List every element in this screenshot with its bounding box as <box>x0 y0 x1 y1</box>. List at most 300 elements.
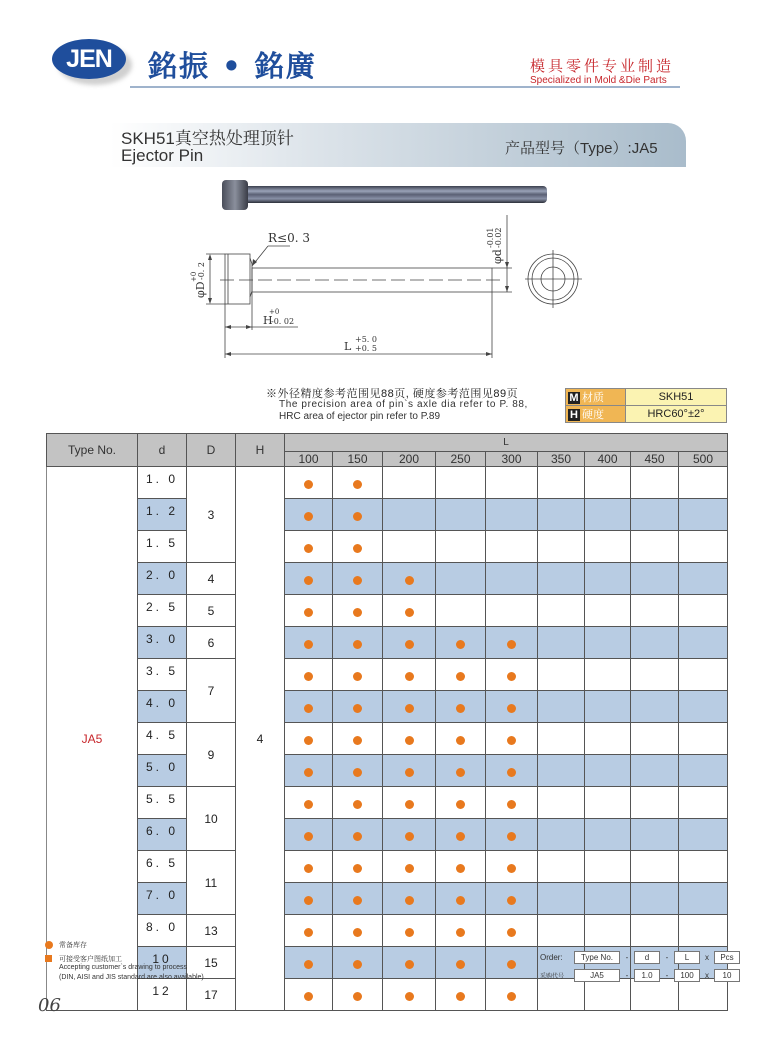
availability-cell <box>285 819 333 851</box>
table-row <box>47 499 728 531</box>
in-stock-dot-icon <box>304 512 313 521</box>
availability-cell <box>538 531 585 563</box>
in-stock-dot-icon <box>304 992 313 1001</box>
in-stock-dot-icon <box>304 768 313 777</box>
in-stock-dot-icon <box>405 608 414 617</box>
availability-cell <box>538 691 585 723</box>
in-stock-dot-icon <box>304 864 313 873</box>
in-stock-dot-icon <box>507 832 516 841</box>
availability-cell <box>631 755 679 787</box>
availability-cell <box>436 595 486 627</box>
in-stock-dot-icon <box>304 832 313 841</box>
in-stock-dot-icon <box>353 768 362 777</box>
order-example-L: 100 <box>674 969 700 982</box>
availability-cell <box>631 467 679 499</box>
availability-cell <box>436 627 486 659</box>
table-row <box>47 595 728 627</box>
table-row <box>47 851 728 883</box>
D-label: φD <box>194 281 207 298</box>
in-stock-dot-icon <box>405 672 414 681</box>
availability-cell <box>585 595 631 627</box>
availability-cell <box>538 563 585 595</box>
in-stock-dot-icon <box>456 640 465 649</box>
H-tol-lower: -0. 02 <box>271 317 295 326</box>
page-number: 06 <box>38 995 61 1016</box>
in-stock-dot-icon <box>507 992 516 1001</box>
table-row <box>47 467 728 499</box>
precision-note-en-1: The precision area of pin`s axle dia refer to P. 88, <box>279 399 528 410</box>
in-stock-dot-icon <box>507 864 516 873</box>
in-stock-dot-icon <box>304 608 313 617</box>
in-stock-dot-icon <box>304 576 313 585</box>
availability-cell <box>333 531 383 563</box>
availability-cell <box>679 787 728 819</box>
in-stock-dot-icon <box>405 896 414 905</box>
material-value: SKH51 <box>626 389 727 406</box>
order-sep: - <box>625 971 629 980</box>
d-cell: 5. 5 <box>138 787 187 819</box>
d-cell: 12 <box>138 979 187 1011</box>
header-length: 100 <box>285 452 333 467</box>
H-tol-upper: +0 <box>269 308 280 316</box>
availability-cell <box>436 915 486 947</box>
availability-cell <box>285 627 333 659</box>
order-field-pcs: Pcs <box>714 951 740 964</box>
availability-cell <box>679 531 728 563</box>
in-stock-dot-icon <box>353 640 362 649</box>
availability-cell <box>585 883 631 915</box>
D-cell: 5 <box>187 595 236 627</box>
in-stock-dot-icon <box>507 928 516 937</box>
availability-cell <box>436 883 486 915</box>
precision-note-cn: ※外径精度参考范围见88页, 硬度参考范围见89页 <box>266 388 519 400</box>
d-cell: 1. 2 <box>138 499 187 531</box>
availability-cell <box>285 723 333 755</box>
in-stock-dot-icon <box>304 736 313 745</box>
availability-cell <box>285 595 333 627</box>
availability-cell <box>436 851 486 883</box>
d-cell: 1. 5 <box>138 531 187 563</box>
availability-cell <box>285 979 333 1011</box>
hardness-key: 硬度 <box>582 409 604 421</box>
header-length: 200 <box>383 452 436 467</box>
order-example-label: 采购代号 <box>540 974 565 980</box>
availability-cell <box>679 467 728 499</box>
availability-cell <box>285 563 333 595</box>
availability-cell <box>333 723 383 755</box>
in-stock-dot-icon <box>304 800 313 809</box>
in-stock-dot-icon <box>405 704 414 713</box>
availability-cell <box>538 851 585 883</box>
hardness-value: HRC60°±2° <box>626 406 727 423</box>
availability-cell <box>285 499 333 531</box>
availability-cell <box>585 723 631 755</box>
availability-cell <box>631 499 679 531</box>
availability-cell <box>585 563 631 595</box>
table-row <box>47 979 728 1011</box>
material-table <box>565 388 727 423</box>
availability-cell <box>538 979 585 1011</box>
availability-cell <box>333 563 383 595</box>
d-tol-lower: -0.02 <box>494 227 503 248</box>
table-row <box>47 531 728 563</box>
in-stock-dot-icon <box>353 544 362 553</box>
table-row <box>47 915 728 947</box>
availability-cell <box>631 883 679 915</box>
availability-cell <box>486 915 538 947</box>
in-stock-dot-icon <box>456 928 465 937</box>
in-stock-dot-icon <box>405 992 414 1001</box>
in-stock-dot-icon <box>353 512 362 521</box>
table-row <box>47 787 728 819</box>
in-stock-dot-icon <box>353 736 362 745</box>
d-cell: 4. 5 <box>138 723 187 755</box>
in-stock-dot-icon <box>353 896 362 905</box>
in-stock-dot-icon <box>304 480 313 489</box>
L-tol-upper: +5. 0 <box>355 335 377 344</box>
D-tol-lower: -0. 2 <box>197 262 206 280</box>
header-length: 400 <box>585 452 631 467</box>
table-row <box>47 691 728 723</box>
order-label: Order: <box>540 953 563 962</box>
availability-cell <box>383 915 436 947</box>
availability-cell <box>486 787 538 819</box>
availability-cell <box>383 627 436 659</box>
availability-cell <box>486 659 538 691</box>
availability-cell <box>383 723 436 755</box>
availability-cell <box>436 947 486 979</box>
in-stock-dot-icon <box>304 640 313 649</box>
order-sep: x <box>705 971 709 980</box>
availability-cell <box>383 755 436 787</box>
availability-cell <box>631 819 679 851</box>
availability-cell <box>436 659 486 691</box>
d-cell: 3. 5 <box>138 659 187 691</box>
availability-cell <box>585 851 631 883</box>
D-cell: 6 <box>187 627 236 659</box>
product-title-cn: SKH51真空热处理顶针 <box>121 129 294 148</box>
availability-cell <box>333 883 383 915</box>
availability-cell <box>333 979 383 1011</box>
availability-cell <box>679 499 728 531</box>
availability-cell <box>631 691 679 723</box>
in-stock-dot-icon <box>507 960 516 969</box>
availability-cell <box>538 915 585 947</box>
availability-cell <box>486 595 538 627</box>
in-stock-dot-icon <box>353 704 362 713</box>
header-D: D <box>187 434 236 467</box>
availability-cell <box>538 659 585 691</box>
header-H: H <box>236 434 285 467</box>
availability-cell <box>333 915 383 947</box>
in-stock-dot-icon <box>353 800 362 809</box>
availability-cell <box>436 787 486 819</box>
availability-cell <box>486 947 538 979</box>
availability-cell <box>436 979 486 1011</box>
in-stock-dot-icon <box>304 672 313 681</box>
availability-cell <box>486 691 538 723</box>
in-stock-dot-icon <box>353 608 362 617</box>
availability-cell <box>486 627 538 659</box>
in-stock-dot-icon <box>405 864 414 873</box>
in-stock-dot-icon <box>304 960 313 969</box>
order-sep: - <box>665 971 669 980</box>
table-row <box>47 883 728 915</box>
availability-cell <box>631 563 679 595</box>
availability-cell <box>486 979 538 1011</box>
availability-cell <box>679 563 728 595</box>
d-cell: 4. 0 <box>138 691 187 723</box>
in-stock-dot-icon <box>456 960 465 969</box>
order-sep: - <box>665 953 669 962</box>
d-cell: 8. 0 <box>138 915 187 947</box>
legend-custom-en-1: Accepting customer`s drawing to process <box>59 964 187 971</box>
header-L: L <box>285 434 728 452</box>
availability-cell <box>486 467 538 499</box>
header-length: 500 <box>679 452 728 467</box>
hardness-letter: H <box>568 409 580 421</box>
availability-cell <box>538 883 585 915</box>
availability-cell <box>679 627 728 659</box>
in-stock-dot-icon <box>405 576 414 585</box>
availability-cell <box>679 659 728 691</box>
availability-cell <box>383 947 436 979</box>
in-stock-dot-icon <box>353 576 362 585</box>
in-stock-dot-icon <box>353 480 362 489</box>
availability-cell <box>383 819 436 851</box>
availability-cell <box>538 787 585 819</box>
availability-cell <box>285 947 333 979</box>
availability-cell <box>436 467 486 499</box>
radius-note: R≤0. 3 <box>268 231 310 245</box>
availability-cell <box>585 819 631 851</box>
availability-cell <box>679 979 728 1011</box>
order-example <box>540 969 740 982</box>
availability-cell <box>333 755 383 787</box>
in-stock-dot-icon <box>456 864 465 873</box>
in-stock-dot-icon <box>507 736 516 745</box>
custom-square-icon <box>45 955 52 962</box>
availability-cell <box>285 883 333 915</box>
availability-cell <box>538 755 585 787</box>
d-cell: 3. 0 <box>138 627 187 659</box>
legend-stock: 常备库存 <box>59 942 87 949</box>
availability-cell <box>679 723 728 755</box>
D-cell: 15 <box>187 947 236 979</box>
availability-cell <box>679 915 728 947</box>
availability-cell <box>383 531 436 563</box>
d-label: φd <box>491 249 504 264</box>
availability-cell <box>631 531 679 563</box>
legend-custom-en-2: (DIN, AISI and JIS standard are also available) <box>59 974 204 981</box>
in-stock-dot-icon <box>353 960 362 969</box>
in-stock-dot-icon <box>353 928 362 937</box>
availability-cell <box>285 915 333 947</box>
table-row <box>47 627 728 659</box>
availability-cell <box>538 595 585 627</box>
d-tol-upper: -0.01 <box>486 227 495 248</box>
in-stock-dot-icon <box>405 960 414 969</box>
availability-cell <box>383 787 436 819</box>
in-stock-dot-icon <box>405 640 414 649</box>
availability-cell <box>285 467 333 499</box>
tagline-cn: 模具零件专业制造 <box>530 57 675 75</box>
order-example-d: 1.0 <box>634 969 660 982</box>
D-cell: 4 <box>187 563 236 595</box>
in-stock-dot-icon <box>405 736 414 745</box>
in-stock-dot-icon <box>456 736 465 745</box>
availability-cell <box>631 595 679 627</box>
in-stock-dot-icon <box>304 704 313 713</box>
in-stock-dot-icon <box>353 992 362 1001</box>
in-stock-dot-icon <box>456 832 465 841</box>
dimension-labels <box>190 227 504 353</box>
availability-cell <box>679 819 728 851</box>
order-format <box>540 951 740 964</box>
in-stock-dot-icon <box>507 640 516 649</box>
in-stock-dot-icon <box>353 832 362 841</box>
in-stock-dot-icon <box>353 672 362 681</box>
availability-cell <box>383 851 436 883</box>
availability-cell <box>436 691 486 723</box>
availability-cell <box>333 787 383 819</box>
availability-cell <box>585 467 631 499</box>
product-type-label: 产品型号（Type）:JA5 <box>505 140 658 157</box>
d-cell: 6. 5 <box>138 851 187 883</box>
availability-cell <box>538 819 585 851</box>
availability-cell <box>285 755 333 787</box>
order-example-pcs: 10 <box>714 969 740 982</box>
in-stock-dot-icon <box>456 896 465 905</box>
availability-cell <box>486 563 538 595</box>
availability-cell <box>631 851 679 883</box>
in-stock-dot-icon <box>456 768 465 777</box>
availability-cell <box>285 531 333 563</box>
D-cell: 3 <box>187 467 236 563</box>
specification-table <box>46 433 728 1011</box>
availability-cell <box>538 723 585 755</box>
availability-cell <box>436 819 486 851</box>
availability-cell <box>538 467 585 499</box>
in-stock-dot-icon <box>405 800 414 809</box>
availability-cell <box>383 563 436 595</box>
availability-cell <box>679 883 728 915</box>
availability-cell <box>383 659 436 691</box>
type-no-cell: JA5 <box>47 467 138 1011</box>
table-row <box>47 563 728 595</box>
tagline-en: Specialized in Mold &Die Parts <box>530 75 667 86</box>
d-cell: 5. 0 <box>138 755 187 787</box>
L-label: L <box>344 340 352 353</box>
availability-cell <box>436 723 486 755</box>
in-stock-dot-icon <box>456 672 465 681</box>
brand-name: 銘振 • 銘廣 <box>148 49 317 83</box>
d-cell: 2. 5 <box>138 595 187 627</box>
availability-cell <box>383 883 436 915</box>
availability-cell <box>631 723 679 755</box>
header-length: 450 <box>631 452 679 467</box>
availability-cell <box>585 627 631 659</box>
availability-cell <box>486 755 538 787</box>
availability-cell <box>333 595 383 627</box>
header-length: 250 <box>436 452 486 467</box>
in-stock-dot-icon <box>304 928 313 937</box>
availability-cell <box>538 499 585 531</box>
availability-cell <box>679 595 728 627</box>
pin-photo <box>222 180 547 210</box>
availability-cell <box>679 851 728 883</box>
availability-cell <box>285 851 333 883</box>
availability-cell <box>383 691 436 723</box>
header-length: 350 <box>538 452 585 467</box>
D-cell: 11 <box>187 851 236 915</box>
in-stock-dot-icon <box>353 864 362 873</box>
availability-cell <box>631 915 679 947</box>
L-tol-lower: +0. 5 <box>355 344 377 353</box>
logo-text: JEN <box>66 44 112 73</box>
in-stock-dot-icon <box>456 800 465 809</box>
availability-cell <box>486 531 538 563</box>
availability-cell <box>436 499 486 531</box>
in-stock-dot-icon <box>456 704 465 713</box>
ejector-pin-drawing <box>180 170 600 360</box>
d-cell: 2. 0 <box>138 563 187 595</box>
availability-cell <box>285 787 333 819</box>
in-stock-dot-icon <box>304 544 313 553</box>
availability-cell <box>486 499 538 531</box>
availability-cell <box>585 691 631 723</box>
availability-cell <box>436 755 486 787</box>
order-field-type: Type No. <box>574 951 620 964</box>
availability-cell <box>383 595 436 627</box>
svg-text:φD <box>194 281 207 298</box>
stock-dot-icon <box>45 941 53 949</box>
D-cell: 9 <box>187 723 236 787</box>
availability-cell <box>585 659 631 691</box>
header-length: 300 <box>486 452 538 467</box>
in-stock-dot-icon <box>507 672 516 681</box>
in-stock-dot-icon <box>507 896 516 905</box>
availability-cell <box>631 979 679 1011</box>
availability-cell <box>585 787 631 819</box>
availability-cell <box>333 627 383 659</box>
availability-cell <box>585 755 631 787</box>
header-d: d <box>138 434 187 467</box>
availability-cell <box>333 499 383 531</box>
material-row <box>566 389 727 406</box>
order-field-L: L <box>674 951 700 964</box>
availability-cell <box>585 499 631 531</box>
material-key: 材质 <box>582 392 604 404</box>
order-sep: x <box>705 953 709 962</box>
in-stock-dot-icon <box>304 896 313 905</box>
availability-cell <box>333 851 383 883</box>
availability-cell <box>631 787 679 819</box>
H-label: H <box>263 314 273 327</box>
availability-cell <box>333 691 383 723</box>
order-sep: - <box>625 953 629 962</box>
availability-cell <box>333 819 383 851</box>
material-letter: M <box>569 392 579 404</box>
in-stock-dot-icon <box>456 992 465 1001</box>
precision-note-en-2: HRC area of ejector pin refer to P.89 <box>279 411 441 422</box>
availability-cell <box>679 755 728 787</box>
in-stock-dot-icon <box>405 832 414 841</box>
availability-cell <box>333 659 383 691</box>
order-example-type: JA5 <box>574 969 620 982</box>
availability-cell <box>436 531 486 563</box>
D-cell: 13 <box>187 915 236 947</box>
